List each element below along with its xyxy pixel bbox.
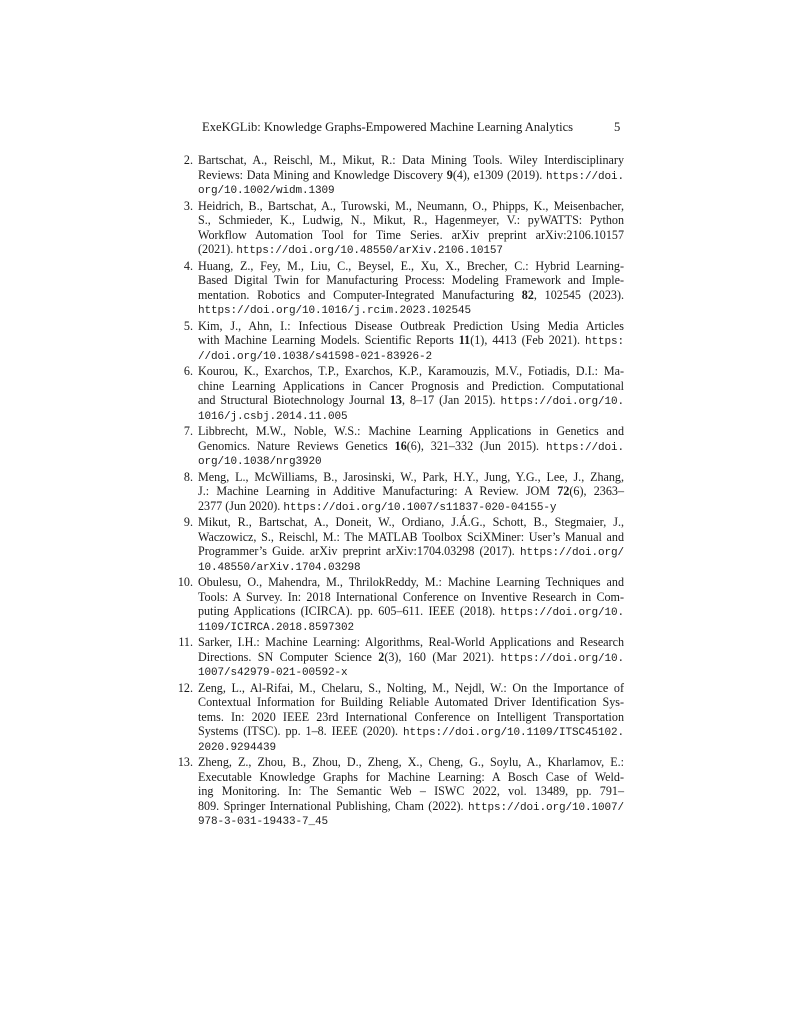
reference-text: (3), 160 (Mar 2021). (384, 649, 501, 664)
reference-text: Obulesu, O., Mahendra, M., ThrilokReddy, M.: Machine Learning Techniques and (198, 575, 624, 589)
doi-link[interactable]: 978-3-031-19433-7_45 (198, 816, 329, 828)
reference-line (198, 182, 624, 197)
reference-number: 13. (177, 755, 193, 769)
reference-number: 7. (183, 424, 193, 438)
doi-link[interactable]: https://doi.org/ (519, 547, 624, 559)
reference-number: 9. (183, 515, 193, 529)
reference-text: Zeng, L., Al-Rifai, M., Chelaru, S., Nolting, M., Nejdl, W.: On the Importance of (198, 680, 624, 695)
reference-line (198, 302, 624, 317)
reference-text: ing Monitoring. In: The Semantic Web – ISWC 2022, vol. 13489, pp. 791– (198, 784, 624, 798)
reference-item (176, 515, 624, 573)
reference-item (176, 199, 624, 257)
volume-number: 72 (557, 484, 570, 498)
reference-line (198, 710, 624, 725)
doi-link[interactable]: org/10.1038/nrg3920 (198, 456, 322, 468)
reference-text: J.: Machine Learning in Additive Manufacturing: A Review. JOM (198, 484, 558, 498)
reference-line (198, 635, 624, 650)
reference-text: Zheng, Z., Zhou, B., Zhou, D., Zheng, X., Cheng, G., Soylu, A., Kharlamov, E.: (198, 755, 624, 769)
reference-text: Heidrich, B., Bartschat, A., Turowski, M., Neumann, O., Phipps, K., Meisenbacher, (198, 198, 624, 213)
reference-line (198, 813, 624, 828)
reference-text: 2377 (Jun 2020). (198, 498, 284, 513)
reference-line (198, 470, 624, 485)
reference-line (198, 424, 624, 439)
reference-number: 6. (183, 364, 193, 378)
reference-line (198, 288, 624, 303)
reference-text: Libbrecht, M.W., Noble, W.S.: Machine Learning Applications in Genetics and (198, 424, 624, 438)
reference-text: S., Schmieder, K., Ludwig, N., Mikut, R., Hagenmeyer, V.: pyWATTS: Python (198, 213, 624, 227)
page-number: 5 (614, 120, 621, 134)
reference-text: chine Learning Applications in Cancer Prognosis and Prediction. Computational (198, 378, 624, 393)
reference-text: (2021). (198, 242, 237, 256)
doi-link[interactable]: https://doi. (545, 170, 624, 183)
reference-line (198, 755, 624, 770)
reference-line (198, 319, 624, 334)
reference-number: 2. (183, 153, 193, 167)
reference-item (176, 681, 624, 754)
reference-line (198, 544, 624, 559)
doi-link[interactable]: https://doi.org/10.1007/s11837-020-04155-y (283, 501, 557, 514)
reference-line (198, 575, 624, 590)
doi-link[interactable]: 1007/s42979-021-00592-x (198, 667, 348, 679)
reference-text: , 102545 (2023). (533, 287, 624, 302)
reference-line (198, 168, 624, 183)
reference-text: , 8–17 (Jan 2015). (401, 393, 501, 407)
reference-text: (1), 4413 (Feb 2021). (470, 333, 585, 347)
reference-number: 10. (177, 575, 193, 589)
reference-text: mentation. Robotics and Computer-Integrated Manufacturing (198, 287, 522, 302)
reference-line (198, 153, 624, 168)
doi-link[interactable]: https://doi.org/10.1007/ (467, 801, 624, 814)
reference-text: Reviews: Data Mining and Knowledge Discovery (198, 167, 447, 182)
reference-line (198, 724, 624, 739)
reference-item (176, 153, 624, 197)
reference-item (176, 259, 624, 317)
reference-list (176, 153, 624, 830)
reference-line (198, 273, 624, 288)
reference-text: Workflow Automation Tool for Time Series. arXiv preprint arXiv:2106.10157 (198, 227, 624, 242)
reference-item (176, 575, 624, 633)
reference-line (198, 604, 624, 619)
reference-line (198, 379, 624, 394)
reference-text: Executable Knowledge Graphs for Machine Learning: A Bosch Case of Weld- (198, 769, 624, 784)
reference-item (176, 424, 624, 468)
reference-text: (4), e1309 (2019). (452, 167, 546, 182)
doi-link[interactable]: https://doi.org/10.1016/j.rcim.2023.102545 (198, 305, 472, 317)
reference-line (198, 348, 624, 363)
reference-line (198, 559, 624, 574)
doi-link[interactable]: https://doi.org/10.48550/arXiv.2106.10157 (236, 245, 503, 257)
reference-text: and Structural Biotechnology Journal (198, 393, 390, 407)
reference-line (198, 228, 624, 243)
reference-text: Kim, J., Ahn, I.: Infectious Disease Outbreak Prediction Using Media Articles (198, 318, 624, 333)
reference-item (176, 635, 624, 679)
reference-text: with Machine Learning Models. Scientific Reports (198, 333, 459, 347)
reference-line (198, 681, 624, 696)
doi-link[interactable]: 1109/ICIRCA.2018.8597302 (198, 621, 355, 634)
reference-line (198, 364, 624, 379)
reference-line (198, 650, 624, 665)
reference-line (198, 530, 624, 545)
reference-item (176, 755, 624, 828)
doi-link[interactable]: https: (585, 336, 625, 348)
doi-link[interactable]: org/10.1002/widm.1309 (198, 185, 335, 197)
reference-line (198, 259, 624, 274)
reference-item (176, 364, 624, 422)
reference-text: Kourou, K., Exarchos, T.P., Exarchos, K.P., Karamouzis, M.V., Fotiadis, D.I.: Ma- (198, 364, 624, 378)
reference-text: tems. In: 2020 IEEE 23rd International Conference on Intelligent Transportation (198, 709, 624, 724)
reference-text: Tools: A Survey. In: 2018 International Conference on Inventive Research in Com- (198, 589, 624, 604)
doi-link[interactable]: https://doi.org/10.1109/ITSC45102. (402, 727, 624, 739)
reference-item (176, 319, 624, 363)
reference-text: Programmer’s Guide. arXiv preprint arXiv:1704.03298 (2017). (198, 544, 520, 558)
volume-number: 2 (378, 649, 385, 664)
reference-text: Directions. SN Computer Science (198, 649, 379, 664)
reference-text: (6), 2363– (569, 484, 624, 498)
volume-number: 13 (389, 393, 402, 407)
doi-link[interactable]: https://doi. (545, 441, 624, 454)
reference-line (198, 664, 624, 679)
reference-text: Waczowicz, S., Reischl, M.: The MATLAB Toolbox SciXMiner: User’s Manual and (198, 529, 624, 544)
reference-text: Genomics. Nature Reviews Genetics (198, 438, 395, 453)
reference-number: 12. (177, 680, 193, 695)
reference-line (198, 453, 624, 468)
doi-link[interactable]: 1016/j.csbj.2014.11.005 (198, 410, 348, 423)
reference-number: 5. (183, 318, 193, 333)
reference-text: Systems (ITSC). pp. 1–8. IEEE (2020). (198, 724, 403, 738)
reference-number: 3. (183, 198, 193, 213)
reference-text: Huang, Z., Fey, M., Liu, C., Beysel, E., Xu, X., Brecher, C.: Hybrid Learning- (198, 258, 624, 273)
reference-line (198, 213, 624, 228)
reference-line (198, 499, 624, 514)
reference-number: 11. (178, 635, 193, 649)
doi-link[interactable]: 2020.9294439 (198, 741, 277, 754)
reference-line (198, 784, 624, 799)
reference-number: 8. (183, 469, 193, 484)
reference-line (198, 199, 624, 214)
reference-text: Contextual Information for Building Reliable Automated Driver Identification Sys- (198, 695, 624, 709)
reference-line (198, 408, 624, 423)
reference-line (198, 333, 624, 348)
doi-link[interactable]: //doi.org/10.1038/s41598-021-83926-2 (198, 350, 433, 363)
reference-number: 4. (183, 258, 193, 273)
reference-item (176, 470, 624, 514)
reference-text: Meng, L., McWilliams, B., Jarosinski, W., Park, H.Y., Jung, Y.G., Lee, J., Zhang, (198, 469, 624, 484)
reference-line (198, 799, 624, 814)
volume-number: 16 (394, 438, 407, 453)
reference-line (198, 484, 624, 499)
reference-line (198, 619, 624, 634)
volume-number: 11 (458, 333, 471, 347)
reference-line (198, 242, 624, 257)
reference-line (198, 770, 624, 785)
reference-line (198, 695, 624, 710)
doi-link[interactable]: 10.48550/arXiv.1704.03298 (198, 561, 361, 574)
reference-line (198, 393, 624, 408)
doi-link[interactable]: https://doi.org/10. (500, 652, 624, 665)
reference-text: 809. Springer International Publishing, Cham (2022). (198, 798, 468, 813)
reference-text: Mikut, R., Bartschat, A., Doneit, W., Ordiano, J.Á.G., Schott, B., Stegmaier, J., (198, 515, 624, 529)
reference-text: Sarker, I.H.: Machine Learning: Algorithms, Real-World Applications and Research (198, 635, 624, 649)
doi-link[interactable]: https://doi.org/10. (500, 607, 624, 619)
volume-number: 82 (521, 287, 534, 302)
reference-text: (6), 321–332 (Jun 2015). (406, 438, 546, 453)
reference-line (198, 515, 624, 530)
reference-text: Bartschat, A., Reischl, M., Mikut, R.: Data Mining Tools. Wiley Interdisciplinary (198, 153, 624, 167)
reference-line (198, 439, 624, 454)
volume-number: 9 (446, 167, 453, 182)
running-header-title: ExeKGLib: Knowledge Graphs-Empowered Machine Learning Analytics (202, 120, 574, 134)
reference-text: puting Applications (ICIRCA). pp. 605–611. IEEE (2018). (198, 604, 501, 618)
reference-line (198, 739, 624, 754)
reference-text: Based Digital Twin for Manufacturing Process: Modeling Framework and Imple- (198, 273, 624, 287)
doi-link[interactable]: https://doi.org/10. (500, 396, 624, 408)
reference-line (198, 590, 624, 605)
